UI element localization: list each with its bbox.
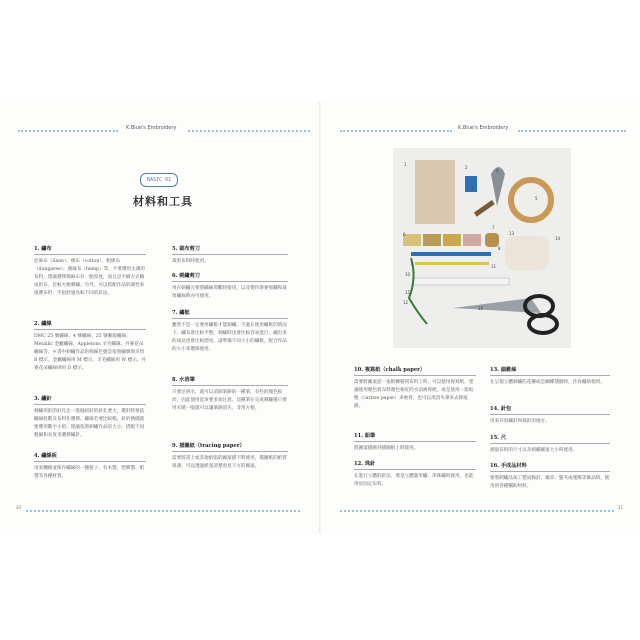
left-header — [18, 127, 310, 135]
right-page-number: 21 — [618, 505, 624, 510]
photo-label-3: 3 — [471, 185, 474, 190]
ruler — [413, 278, 509, 285]
plant-sprig — [409, 258, 427, 324]
fabric-swatch — [415, 160, 455, 224]
right-header — [340, 127, 626, 135]
photo-label-15: 15 — [405, 290, 411, 295]
section-pins: 12. 珠針 在進行立體的針法，像是立體葉形繡、串珠繡時使用，也能用於固定布料。 — [354, 460, 476, 489]
section-pencil: 11. 鉛筆 將圖案描繪到描圖紙上時使用。 — [354, 432, 476, 453]
right-footer-line — [340, 510, 614, 512]
section-ruler: 15. 尺 測量布料的尺寸以及刺繡圖案大小時使用。 — [490, 434, 610, 455]
tools-photo — [393, 148, 571, 348]
photo-label-4: 4 — [496, 168, 499, 173]
section-tracing-paper: 9. 描圖紙（tracing paper） 需要將書上或其他紙張的圖案描下時使用，描圖紙的紙質很薄，可以透過紙張清楚看見下方的圖案。 — [172, 443, 287, 469]
photo-label-10: 10 — [405, 272, 411, 277]
photo-label-11: 11 — [491, 264, 497, 269]
photo-label-7: 7 — [492, 225, 495, 230]
section-thread-board: 4. 繡線板 用來纏繞並保存繡線的一種板子，有木製、塑膠製、紙製等各種材質。 — [34, 453, 145, 479]
fabric-scissors-handle-2 — [529, 315, 557, 333]
section-fabric-scissors: 5. 裁布剪刀 裁剪布料時使用。 — [172, 245, 288, 266]
section-needle: 3. 繡針 刺繡用針的針孔比一般縫紉針的針孔要大，選針時要依繡線股數及布料作選擇。繡線若要比較粗，針的號碼就要選用數字小的。建議依照刺繡作品的大小，搭配不同粗細和長度來選擇繡針。 — [34, 396, 145, 438]
metal-skein — [485, 233, 499, 247]
section-water-pen: 8. 水消筆 只要沾到水，就可以消除筆跡的一種筆，有些的顏色較淡，因此使用起來要多加注意。這種筆在完成刺繡後只要用水噴一噴就可以讓筆跡消失，非常方便。 — [172, 377, 287, 411]
pen — [474, 200, 495, 217]
pencil — [415, 262, 489, 265]
section-finishing-materials: 16. 手成品材料 要將刺繡品加工製成胸針、徽章、髮夾或墜飾等飾品時，使用的各種輔助材料。 — [490, 463, 610, 489]
photo-label-1: 1 — [404, 162, 407, 167]
left-footer-line — [26, 510, 300, 512]
right-header-title: K.Blue's Embroidery — [458, 125, 509, 131]
page-gutter — [319, 102, 321, 534]
hoop — [511, 180, 551, 220]
skein-3 — [443, 234, 461, 246]
left-page-number: 20 — [16, 505, 22, 510]
skein-2 — [423, 234, 441, 246]
section-thread: 2. 繡線 DMC 25 號繡線、4 號繡線、25 號漸層繡線、Metallic 金屬繡線、Appletons 羊毛繡線、丹麥花朵繡線等。＊書中刺繡作品的棉線色號是依照編號與市售 B 標示、金屬繡線用 M 標示、羊毛繡線用 W 標示、丹麥花朵繡線則用 D 標示。 — [34, 321, 146, 371]
left-header-title: K.Blue's Embroidery — [126, 125, 177, 131]
photo-label-9: 9 — [411, 262, 414, 267]
section-pincushion: 14. 針包 用來存放繡針和珠針的地方。 — [490, 405, 610, 426]
pin-cushion — [505, 236, 549, 270]
section-chalk-paper: 10. 複寫紙（chalk paper） 需要將圖案從一張紙轉移到布料上時，可以使用複寫紙，建議使用顏色與布料顏色相近的水消複寫紙，或是使用一般較粗（carbon paper）來複寫，也可以用消失筆來去除痕跡。 — [354, 366, 476, 411]
section-hoop: 7. 繡框 雖然不是一定要用繡框才能刺繡，不過在使用繡框的情況下，繡布會比較平整，刺繡時也會比較容易進行，繡出來的成品也會比較漂亮。請準備不同大小的繡框，配合作品的大小來選擇使用。 — [172, 310, 287, 352]
section-fabric: 1. 繡布 亞麻布（linen）、棉布（cotton）、粗棉布（dungaree）、漢麻布（hemp）等，不要選用太薄的布料，建議選擇棉麻布有一點厚度，而且是平織方式織成的布，比較方便刺繡。另外，可以搭配作品的調性來挑選布料，手指舒適為較不同的針法。 — [34, 246, 145, 296]
photo-label-6: 6 — [403, 232, 406, 237]
photo-label-5: 5 — [535, 196, 538, 201]
page-title: 材料和工具 — [133, 195, 193, 208]
photo-label-8: 8 — [498, 246, 501, 251]
photo-label-14: 14 — [555, 236, 561, 241]
basic-badge: BASIC 01 — [140, 173, 178, 187]
photo-label-13: 13 — [509, 231, 515, 236]
section-embroidery-scissors: 6. 刺繡剪刀 用在刺繡完要將繡線剪斷時使用，以及製作斯麥那繡和裁剪繡線時亦可使用。 — [172, 273, 287, 299]
photo-label-12: 12 — [403, 300, 409, 305]
skein-4 — [463, 234, 481, 246]
water-pen — [411, 252, 491, 256]
photo-label-2: 2 — [465, 165, 468, 170]
section-wire: 13. 細錐絲 在呈現立體刺繡的花瓣或是蝴蝶翅膀時，作為輔助使用。 — [490, 366, 610, 387]
photo-label-16: 16 — [478, 306, 484, 311]
tools-illustration — [393, 148, 571, 348]
